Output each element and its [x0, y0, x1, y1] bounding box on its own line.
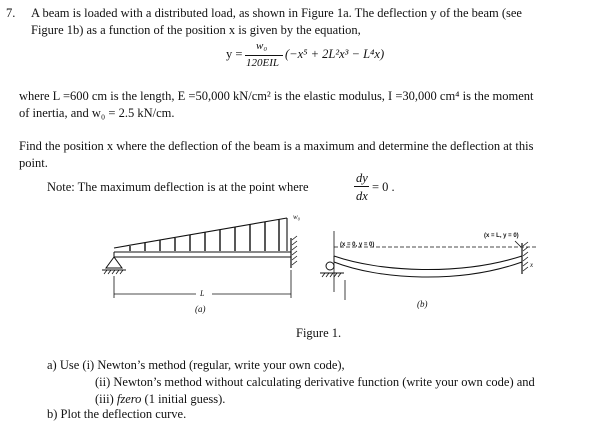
equation-denominator: 120EIL: [246, 57, 279, 69]
figure-a-caption: (a): [195, 304, 206, 314]
problem-number: 7.: [6, 6, 16, 20]
intro-line-2: Figure 1b) as a function of the position x is given by the equation,: [31, 23, 361, 37]
figure-a-beam: [114, 252, 291, 257]
task-a-line-3-prefix: (iii): [95, 392, 117, 406]
task-a-line-3: [95, 393, 225, 406]
figure-b-caption: (b): [417, 299, 428, 309]
figure-b-end-label: (x = L, y = 0): [484, 233, 519, 239]
task-a-line-2: (ii) Newton’s method without calculating derivative function (write your own code) and: [95, 375, 535, 389]
figure-b-origin-label: (x = 0, y = 0): [340, 242, 375, 248]
task-b: b) Plot the deflection curve.: [47, 407, 187, 421]
equation-numerator: w₀: [256, 40, 268, 52]
figure-caption: Figure 1.: [296, 326, 342, 340]
where-line-2: of inertia, and w₀ = 2.5 kN/cm.: [19, 106, 175, 120]
intro-line-1: A beam is loaded with a distributed load, as shown in Figure 1a. The deflection y of the beam (see: [31, 6, 522, 20]
note-rhs: = 0 .: [372, 180, 395, 194]
task-a-line-3-suffix: (1 initial guess).: [141, 392, 226, 406]
figure-b-beam: [334, 247, 536, 277]
figure-a-right-fixed-support: [291, 236, 297, 268]
equation-rhs: (−x⁵ + 2L²x³ − L⁴x): [285, 47, 385, 61]
task-a-line-1: a) Use (i) Newton’s method (regular, write your own code),: [47, 358, 345, 372]
note-denominator: dx: [356, 189, 368, 203]
figure-b-x-axis-label: x: [530, 261, 534, 269]
fzero-function-name: fzero: [116, 392, 142, 406]
find-line-2: point.: [19, 156, 48, 170]
note-numerator: dy: [356, 171, 368, 185]
figure-a-distributed-load: [114, 218, 287, 251]
equation-lhs: y =: [226, 47, 243, 61]
find-line-1: Find the position x where the deflection of the beam is a maximum and determine the deflection at this: [19, 139, 534, 153]
figure-a-length-label: L: [200, 289, 205, 298]
note-text: Note: The maximum deflection is at the point where: [47, 180, 309, 194]
where-line-1: where L =600 cm is the length, E =50,000 kN/cm² is the elastic modulus, I =30,000 cm⁴ is the moment: [19, 89, 534, 103]
figure-a-left-support: [102, 257, 126, 274]
figure-a-load-label: w₀: [293, 213, 301, 221]
